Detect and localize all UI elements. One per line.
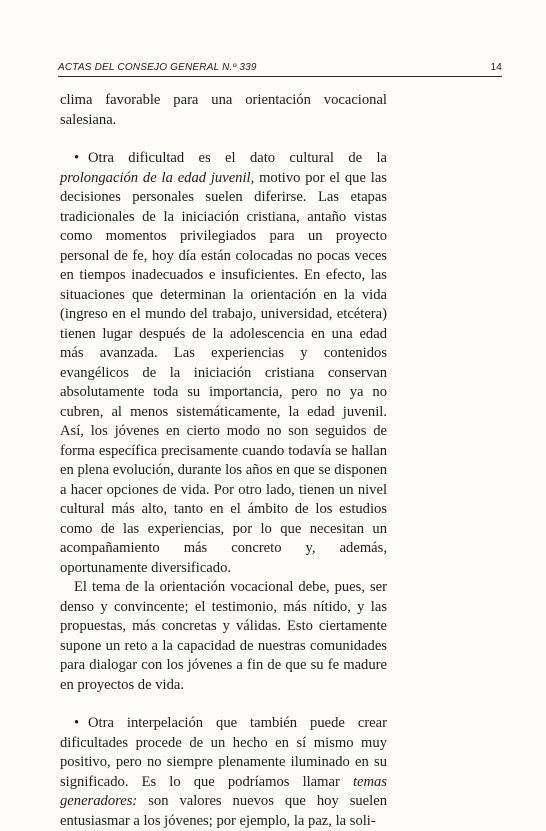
emphasis-text: prolongación de la edad juvenil,: [60, 169, 255, 186]
body-text: [60, 91, 387, 831]
page-number: 14: [490, 62, 502, 73]
paragraph-text: motivo por el que las decisiones personales suelen diferirse. Las etapas tradicionales de la iniciación cristiana, antaño vistas como momentos privilegiados para un proyecto personal de fe, hoy día están colocadas no pocas veces en tiempos inadecuados e insuficientes. En efecto, las situaciones que determinan la orientación en la vida (ingreso en el mundo del trabajo, universidad, etcétera) tienen lugar después de la adolescencia en una edad más avanzada. Las experiencias y contenidos evangélicos de la iniciación cristiana conservan absolutamente toda su importancia, pero no ya no cubren, al menos sistemáticamente, la edad juvenil. Así, los jóvenes en cierto modo no son seguidos de forma específica precisamente cuando todavía se hallan en plena evolución, durante los años en que se disponen a hacer opciones de vida. Por otro lado, tienen un nivel cultural más alto, tanto en el ámbito de los estudios como de las experiencias, por lo que necesitan un acompañamiento más concreto y, además, oportunamente diversificado.: [60, 169, 387, 576]
paragraph-vocational-theme: El tema de la orientación vocacional debe, pues, ser denso y convincente; el testimonio, más nítido, y las propuestas, más concretas y válidas. Esto ciertamente supone un reto a la capacidad de nuestras comunidades para dialogar con los jóvenes a fin de que su fe madure en proyectos de vida.: [60, 579, 387, 693]
header-title: ACTAS DEL CONSEJO GENERAL N.º 339: [58, 62, 257, 73]
bullet-mark: •: [74, 715, 80, 731]
bullet-mark: •: [74, 150, 80, 166]
paragraph-interpellation: [60, 714, 387, 831]
paragraph-prolongation: [60, 149, 387, 578]
emphasis-text: temas generadores:: [60, 773, 387, 809]
paragraph-text: Otra dificultad es el dato cultural de la: [88, 150, 387, 166]
running-header: [58, 60, 502, 77]
paragraph-text: Otra interpelación que también puede crear dificultades procede de un hecho en sí mismo muy positivo, pero no siempre plenamente iluminado en su significado. Es lo que podríamos llamar: [60, 715, 387, 790]
paragraph-continuation: clima favorable para una orientación vocacional salesiana.: [60, 92, 387, 128]
paragraph-text: son valores nuevos que hoy suelen entusiasmar a los jóvenes; por ejemplo, la paz, la soli-: [60, 793, 387, 829]
